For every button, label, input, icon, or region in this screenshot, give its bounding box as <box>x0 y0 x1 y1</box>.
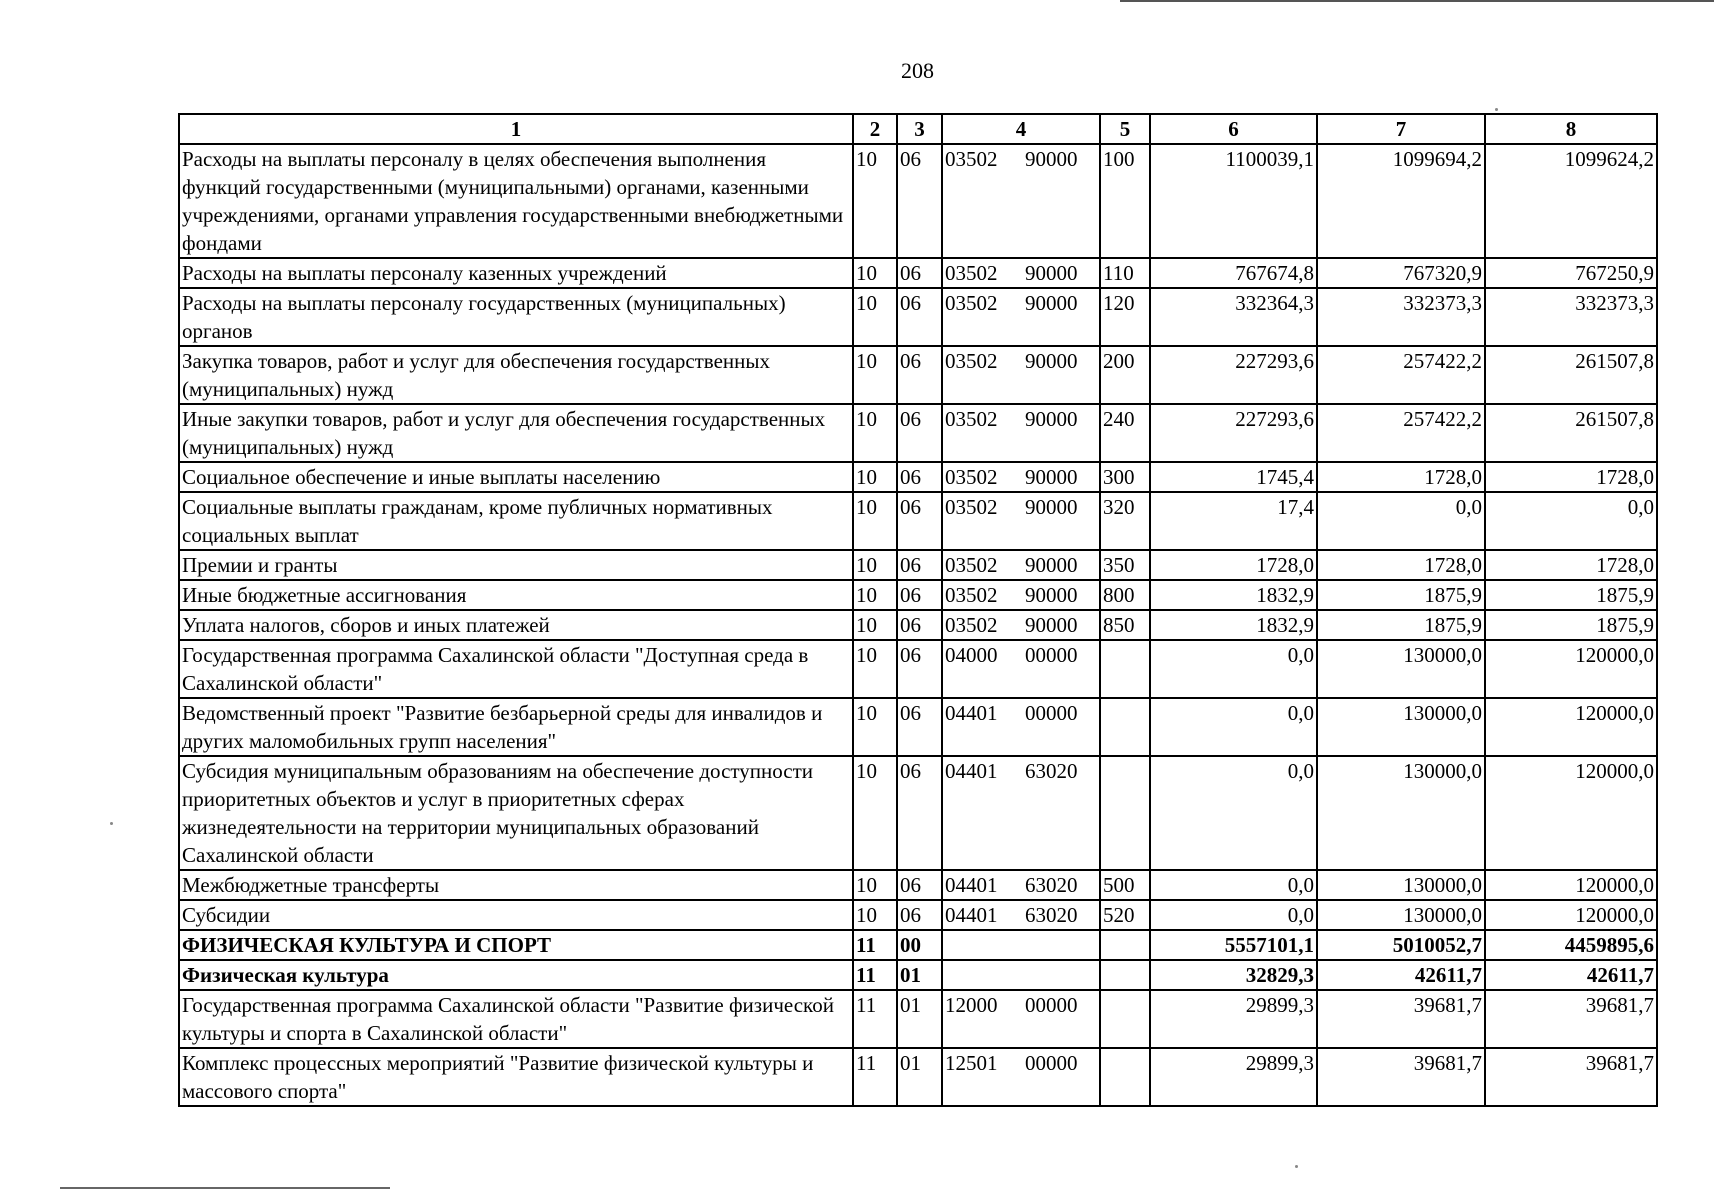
amount-year-2: 5010052,7 <box>1317 930 1485 960</box>
table-row <box>179 550 1657 580</box>
section-code: 10 <box>853 144 897 258</box>
amount-year-1: 767674,8 <box>1150 258 1317 288</box>
expense-type-code <box>1100 756 1150 870</box>
section-code: 11 <box>853 930 897 960</box>
target-article-program: 03502 <box>945 407 998 431</box>
target-article-program: 03502 <box>945 465 998 489</box>
amount-year-2: 1875,9 <box>1317 610 1485 640</box>
table-row <box>179 580 1657 610</box>
target-article-program: 04401 <box>945 903 998 927</box>
row-name: Государственная программа Сахалинской области "Доступная среда в Сахалинской области" <box>179 640 853 698</box>
budget-table <box>178 113 1658 1107</box>
row-name: Иные закупки товаров, работ и услуг для обеспечения государственных (муниципальных) нужд <box>179 404 853 462</box>
amount-year-1: 0,0 <box>1150 640 1317 698</box>
amount-year-1: 5557101,1 <box>1150 930 1317 960</box>
scan-speck <box>1295 1165 1298 1168</box>
section-code: 10 <box>853 900 897 930</box>
amount-year-2: 130000,0 <box>1317 870 1485 900</box>
subsection-code: 01 <box>897 960 942 990</box>
table-row <box>179 870 1657 900</box>
section-code: 10 <box>853 288 897 346</box>
amount-year-2: 1728,0 <box>1317 550 1485 580</box>
amount-year-1: 332364,3 <box>1150 288 1317 346</box>
target-article-program: 03502 <box>945 291 998 315</box>
table-row <box>179 900 1657 930</box>
amount-year-1: 1832,9 <box>1150 610 1317 640</box>
table-row <box>179 990 1657 1048</box>
amount-year-3: 120000,0 <box>1485 698 1657 756</box>
column-header: 3 <box>897 114 942 144</box>
table-row <box>179 756 1657 870</box>
row-name: Закупка товаров, работ и услуг для обеспечения государственных (муниципальных) нужд <box>179 346 853 404</box>
row-name: Субсидия муниципальным образованиям на обеспечение доступности приоритетных объектов и услуг в приоритетных сферах жизнедеятельности на территории муниципальных образований Сахалинской области <box>179 756 853 870</box>
target-article-code <box>942 492 1100 550</box>
target-article-program: 03502 <box>945 261 998 285</box>
subsection-code: 06 <box>897 288 942 346</box>
section-code: 10 <box>853 698 897 756</box>
target-article-code <box>942 610 1100 640</box>
amount-year-2: 1728,0 <box>1317 462 1485 492</box>
scan-speck <box>110 822 113 825</box>
subsection-code: 01 <box>897 1048 942 1106</box>
amount-year-2: 257422,2 <box>1317 346 1485 404</box>
target-article-direction: 00000 <box>1025 701 1078 725</box>
target-article-code <box>942 404 1100 462</box>
scan-artifact-line <box>1120 0 1714 2</box>
target-article-code <box>942 550 1100 580</box>
table-row <box>179 930 1657 960</box>
column-header: 2 <box>853 114 897 144</box>
subsection-code: 06 <box>897 900 942 930</box>
amount-year-1: 0,0 <box>1150 698 1317 756</box>
amount-year-1: 1832,9 <box>1150 580 1317 610</box>
amount-year-2: 332373,3 <box>1317 288 1485 346</box>
target-article-program: 03502 <box>945 583 998 607</box>
page-number: 208 <box>901 58 934 83</box>
amount-year-1: 227293,6 <box>1150 346 1317 404</box>
target-article-direction: 90000 <box>1025 349 1078 373</box>
amount-year-2: 130000,0 <box>1317 640 1485 698</box>
target-article-program: 03502 <box>945 349 998 373</box>
amount-year-1: 0,0 <box>1150 900 1317 930</box>
target-article-direction: 90000 <box>1025 495 1078 519</box>
section-code: 11 <box>853 990 897 1048</box>
subsection-code: 06 <box>897 346 942 404</box>
target-article-code <box>942 462 1100 492</box>
expense-type-code <box>1100 1048 1150 1106</box>
target-article-code <box>942 870 1100 900</box>
amount-year-3: 120000,0 <box>1485 900 1657 930</box>
table-body <box>179 144 1657 1106</box>
amount-year-2: 0,0 <box>1317 492 1485 550</box>
row-name: Уплата налогов, сборов и иных платежей <box>179 610 853 640</box>
scan-speck <box>1495 108 1498 111</box>
target-article-code <box>942 580 1100 610</box>
amount-year-2: 42611,7 <box>1317 960 1485 990</box>
expense-type-code <box>1100 960 1150 990</box>
row-name: Государственная программа Сахалинской области "Развитие физической культуры и спорта в Сахалинской области" <box>179 990 853 1048</box>
amount-year-2: 130000,0 <box>1317 900 1485 930</box>
amount-year-3: 39681,7 <box>1485 990 1657 1048</box>
amount-year-3: 261507,8 <box>1485 404 1657 462</box>
section-code: 10 <box>853 258 897 288</box>
target-article-direction: 90000 <box>1025 291 1078 315</box>
amount-year-2: 257422,2 <box>1317 404 1485 462</box>
target-article-direction: 90000 <box>1025 583 1078 607</box>
subsection-code: 06 <box>897 610 942 640</box>
amount-year-2: 1875,9 <box>1317 580 1485 610</box>
subsection-code: 06 <box>897 550 942 580</box>
target-article-code <box>942 144 1100 258</box>
table-header-row <box>179 114 1657 144</box>
target-article-direction: 63020 <box>1025 873 1078 897</box>
row-name: Комплекс процессных мероприятий "Развитие физической культуры и массового спорта" <box>179 1048 853 1106</box>
amount-year-2: 130000,0 <box>1317 698 1485 756</box>
amount-year-1: 17,4 <box>1150 492 1317 550</box>
column-header: 7 <box>1317 114 1485 144</box>
subsection-code: 01 <box>897 990 942 1048</box>
target-article-code <box>942 960 1100 990</box>
amount-year-1: 227293,6 <box>1150 404 1317 462</box>
target-article-code <box>942 258 1100 288</box>
target-article-direction: 00000 <box>1025 993 1078 1017</box>
row-name: Социальные выплаты гражданам, кроме публичных нормативных социальных выплат <box>179 492 853 550</box>
table-row <box>179 640 1657 698</box>
amount-year-1: 32829,3 <box>1150 960 1317 990</box>
target-article-program: 03502 <box>945 147 998 171</box>
table-row <box>179 698 1657 756</box>
expense-type-code: 800 <box>1100 580 1150 610</box>
target-article-direction: 90000 <box>1025 261 1078 285</box>
target-article-program: 03502 <box>945 613 998 637</box>
amount-year-3: 120000,0 <box>1485 870 1657 900</box>
amount-year-3: 0,0 <box>1485 492 1657 550</box>
table-row <box>179 960 1657 990</box>
expense-type-code: 520 <box>1100 900 1150 930</box>
expense-type-code: 240 <box>1100 404 1150 462</box>
expense-type-code <box>1100 698 1150 756</box>
target-article-direction: 63020 <box>1025 759 1078 783</box>
subsection-code: 06 <box>897 492 942 550</box>
section-code: 10 <box>853 640 897 698</box>
column-header: 1 <box>179 114 853 144</box>
row-name: Субсидии <box>179 900 853 930</box>
expense-type-code: 300 <box>1100 462 1150 492</box>
column-header: 5 <box>1100 114 1150 144</box>
expense-type-code <box>1100 640 1150 698</box>
table-row <box>179 610 1657 640</box>
section-code: 10 <box>853 404 897 462</box>
row-name: Расходы на выплаты персоналу в целях обеспечения выполнения функций государственными (муниципальными) органами, казенными учреждениями, органами управления государственными внебюджетными фондами <box>179 144 853 258</box>
target-article-program: 04401 <box>945 701 998 725</box>
row-name: ФИЗИЧЕСКАЯ КУЛЬТУРА И СПОРТ <box>179 930 853 960</box>
target-article-code <box>942 900 1100 930</box>
section-code: 10 <box>853 610 897 640</box>
amount-year-3: 120000,0 <box>1485 756 1657 870</box>
target-article-code <box>942 930 1100 960</box>
expense-type-code: 320 <box>1100 492 1150 550</box>
target-article-direction: 90000 <box>1025 407 1078 431</box>
row-name: Расходы на выплаты персоналу государственных (муниципальных) органов <box>179 288 853 346</box>
amount-year-3: 261507,8 <box>1485 346 1657 404</box>
subsection-code: 00 <box>897 930 942 960</box>
row-name: Социальное обеспечение и иные выплаты населению <box>179 462 853 492</box>
target-article-program: 03502 <box>945 553 998 577</box>
table-row <box>179 404 1657 462</box>
amount-year-2: 1099694,2 <box>1317 144 1485 258</box>
table-row <box>179 1048 1657 1106</box>
target-article-code <box>942 288 1100 346</box>
target-article-direction: 90000 <box>1025 465 1078 489</box>
subsection-code: 06 <box>897 698 942 756</box>
section-code: 10 <box>853 870 897 900</box>
amount-year-3: 42611,7 <box>1485 960 1657 990</box>
expense-type-code: 110 <box>1100 258 1150 288</box>
expense-type-code: 500 <box>1100 870 1150 900</box>
table-row <box>179 144 1657 258</box>
column-header: 6 <box>1150 114 1317 144</box>
subsection-code: 06 <box>897 462 942 492</box>
table-row <box>179 258 1657 288</box>
amount-year-3: 4459895,6 <box>1485 930 1657 960</box>
target-article-program: 04401 <box>945 873 998 897</box>
amount-year-2: 39681,7 <box>1317 1048 1485 1106</box>
target-article-code <box>942 1048 1100 1106</box>
section-code: 10 <box>853 462 897 492</box>
target-article-direction: 90000 <box>1025 147 1078 171</box>
amount-year-1: 0,0 <box>1150 756 1317 870</box>
subsection-code: 06 <box>897 640 942 698</box>
amount-year-3: 332373,3 <box>1485 288 1657 346</box>
row-name: Межбюджетные трансферты <box>179 870 853 900</box>
amount-year-1: 29899,3 <box>1150 990 1317 1048</box>
expense-type-code: 350 <box>1100 550 1150 580</box>
amount-year-3: 1728,0 <box>1485 462 1657 492</box>
amount-year-3: 767250,9 <box>1485 258 1657 288</box>
subsection-code: 06 <box>897 258 942 288</box>
target-article-program: 04000 <box>945 643 998 667</box>
section-code: 10 <box>853 756 897 870</box>
target-article-direction: 90000 <box>1025 553 1078 577</box>
column-header: 8 <box>1485 114 1657 144</box>
amount-year-1: 1745,4 <box>1150 462 1317 492</box>
row-name: Иные бюджетные ассигнования <box>179 580 853 610</box>
amount-year-3: 1875,9 <box>1485 610 1657 640</box>
amount-year-1: 1728,0 <box>1150 550 1317 580</box>
table-row <box>179 346 1657 404</box>
section-code: 10 <box>853 580 897 610</box>
target-article-code <box>942 640 1100 698</box>
row-name: Расходы на выплаты персоналу казенных учреждений <box>179 258 853 288</box>
target-article-direction: 90000 <box>1025 613 1078 637</box>
section-code: 11 <box>853 1048 897 1106</box>
target-article-program: 12501 <box>945 1051 998 1075</box>
row-name: Физическая культура <box>179 960 853 990</box>
row-name: Ведомственный проект "Развитие безбарьерной среды для инвалидов и других маломобильных групп населения" <box>179 698 853 756</box>
target-article-program: 04401 <box>945 759 998 783</box>
column-header: 4 <box>942 114 1100 144</box>
scan-artifact-line <box>60 1187 390 1189</box>
amount-year-3: 39681,7 <box>1485 1048 1657 1106</box>
expense-type-code: 120 <box>1100 288 1150 346</box>
amount-year-1: 29899,3 <box>1150 1048 1317 1106</box>
amount-year-2: 130000,0 <box>1317 756 1485 870</box>
target-article-program: 03502 <box>945 495 998 519</box>
section-code: 10 <box>853 550 897 580</box>
amount-year-3: 1099624,2 <box>1485 144 1657 258</box>
amount-year-3: 1875,9 <box>1485 580 1657 610</box>
amount-year-1: 0,0 <box>1150 870 1317 900</box>
target-article-direction: 00000 <box>1025 643 1078 667</box>
target-article-code <box>942 990 1100 1048</box>
table-row <box>179 462 1657 492</box>
amount-year-2: 767320,9 <box>1317 258 1485 288</box>
section-code: 10 <box>853 492 897 550</box>
section-code: 10 <box>853 346 897 404</box>
amount-year-3: 1728,0 <box>1485 550 1657 580</box>
subsection-code: 06 <box>897 870 942 900</box>
target-article-code <box>942 698 1100 756</box>
target-article-code <box>942 756 1100 870</box>
subsection-code: 06 <box>897 756 942 870</box>
amount-year-3: 120000,0 <box>1485 640 1657 698</box>
target-article-code <box>942 346 1100 404</box>
row-name: Премии и гранты <box>179 550 853 580</box>
target-article-program: 12000 <box>945 993 998 1017</box>
table-row <box>179 288 1657 346</box>
subsection-code: 06 <box>897 144 942 258</box>
amount-year-2: 39681,7 <box>1317 990 1485 1048</box>
subsection-code: 06 <box>897 580 942 610</box>
expense-type-code <box>1100 990 1150 1048</box>
subsection-code: 06 <box>897 404 942 462</box>
expense-type-code: 850 <box>1100 610 1150 640</box>
expense-type-code: 100 <box>1100 144 1150 258</box>
table-row <box>179 492 1657 550</box>
target-article-direction: 00000 <box>1025 1051 1078 1075</box>
target-article-direction: 63020 <box>1025 903 1078 927</box>
expense-type-code <box>1100 930 1150 960</box>
expense-type-code: 200 <box>1100 346 1150 404</box>
section-code: 11 <box>853 960 897 990</box>
amount-year-1: 1100039,1 <box>1150 144 1317 258</box>
